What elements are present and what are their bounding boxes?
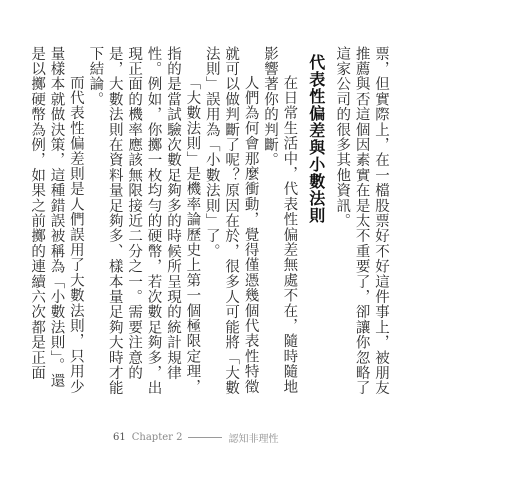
paragraph-1: 在日常生活中，代表性偏差無處不在，隨時隨地影響著你的判斷。 <box>261 46 298 395</box>
paragraph-2: 人們為何會那麼衝動，覺得僅憑幾個代表性特徵就可以做判斷了呢？原因在於，很多人可能將「大數法則」誤用為「小數法則」了。 <box>203 46 259 396</box>
chapter-label: Chapter 2 <box>131 432 183 443</box>
paragraph-4: 而代表性偏差則是人們誤用了大數法則，只用少量樣本就做決策，這種錯誤被稱為「小數法則」。還是以擲硬幣為例，如果之前擲的連續六次都是正面 <box>29 46 84 395</box>
vertical-text-block <box>29 46 390 401</box>
continued-paragraph: 票，但實際上，在一檔股票好不好這件事上，被朋友推薦與否這個因素實在是太不重要了，卻讓你忽略了這家公司的很多其他資訊。 <box>334 46 389 396</box>
footer-divider <box>188 437 222 438</box>
section-heading: 代表性偏差與小數法則 <box>306 54 326 224</box>
page-number: 61 <box>113 432 126 443</box>
chapter-title: 認知非理性 <box>228 434 279 445</box>
page-footer <box>113 430 278 445</box>
paragraph-3: 「大數法則」是機率論歷史上第一個極限定理，指的是當試驗次數足夠多的時候所呈現的統計規律性。例如，你擲一枚均勻的硬幣，若次數足夠多，出現正面的機率應該無限接近二分之一。需要注意的是，大數法則在資料量足夠多、樣本量足夠大時才能下結論。 <box>87 46 201 396</box>
